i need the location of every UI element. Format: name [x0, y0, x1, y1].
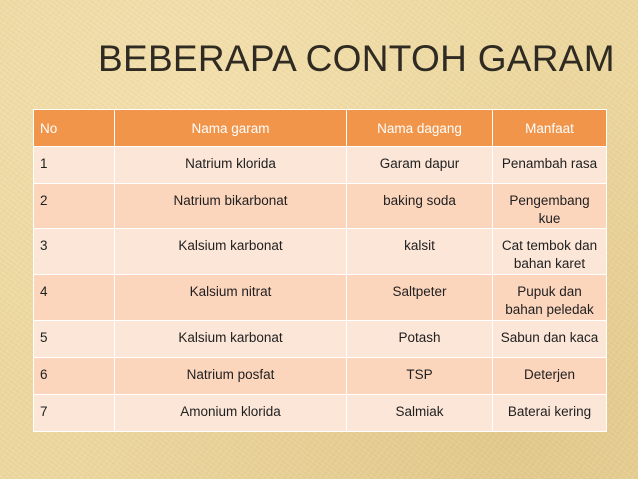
cell-trade-name: Garam dapur — [347, 147, 493, 184]
cell-no: 4 — [34, 275, 115, 321]
cell-salt-name: Natrium bikarbonat — [115, 184, 347, 229]
cell-no: 3 — [34, 229, 115, 275]
cell-no: 1 — [34, 147, 115, 184]
cell-use: Pengembang kue — [493, 184, 607, 229]
table-header-row — [34, 110, 607, 147]
table-row — [34, 147, 607, 184]
cell-no: 2 — [34, 184, 115, 229]
table-row — [34, 321, 607, 358]
cell-salt-name: Amonium klorida — [115, 395, 347, 432]
cell-trade-name: baking soda — [347, 184, 493, 229]
cell-use: Penambah rasa — [493, 147, 607, 184]
cell-no: 6 — [34, 358, 115, 395]
cell-salt-name: Kalsium karbonat — [115, 321, 347, 358]
cell-use: Pupuk dan bahan peledak — [493, 275, 607, 321]
cell-salt-name: Natrium klorida — [115, 147, 347, 184]
cell-no: 5 — [34, 321, 115, 358]
table-row — [34, 358, 607, 395]
cell-use: Baterai kering — [493, 395, 607, 432]
cell-use: Sabun dan kaca — [493, 321, 607, 358]
salts-table — [33, 109, 607, 432]
table-row — [34, 184, 607, 229]
table-row — [34, 275, 607, 321]
table-row — [34, 395, 607, 432]
table-row — [34, 229, 607, 275]
cell-salt-name: Kalsium karbonat — [115, 229, 347, 275]
header-use: Manfaat — [493, 110, 607, 147]
cell-trade-name: Potash — [347, 321, 493, 358]
cell-salt-name: Kalsium nitrat — [115, 275, 347, 321]
cell-trade-name: kalsit — [347, 229, 493, 275]
header-no: No — [34, 110, 115, 147]
cell-trade-name: Saltpeter — [347, 275, 493, 321]
cell-trade-name: Salmiak — [347, 395, 493, 432]
cell-no: 7 — [34, 395, 115, 432]
slide-title: BEBERAPA CONTOH GARAM — [98, 38, 615, 79]
cell-use: Cat tembok dan bahan karet — [493, 229, 607, 275]
header-salt-name: Nama garam — [115, 110, 347, 147]
cell-trade-name: TSP — [347, 358, 493, 395]
cell-use: Deterjen — [493, 358, 607, 395]
header-trade-name: Nama dagang — [347, 110, 493, 147]
cell-salt-name: Natrium posfat — [115, 358, 347, 395]
